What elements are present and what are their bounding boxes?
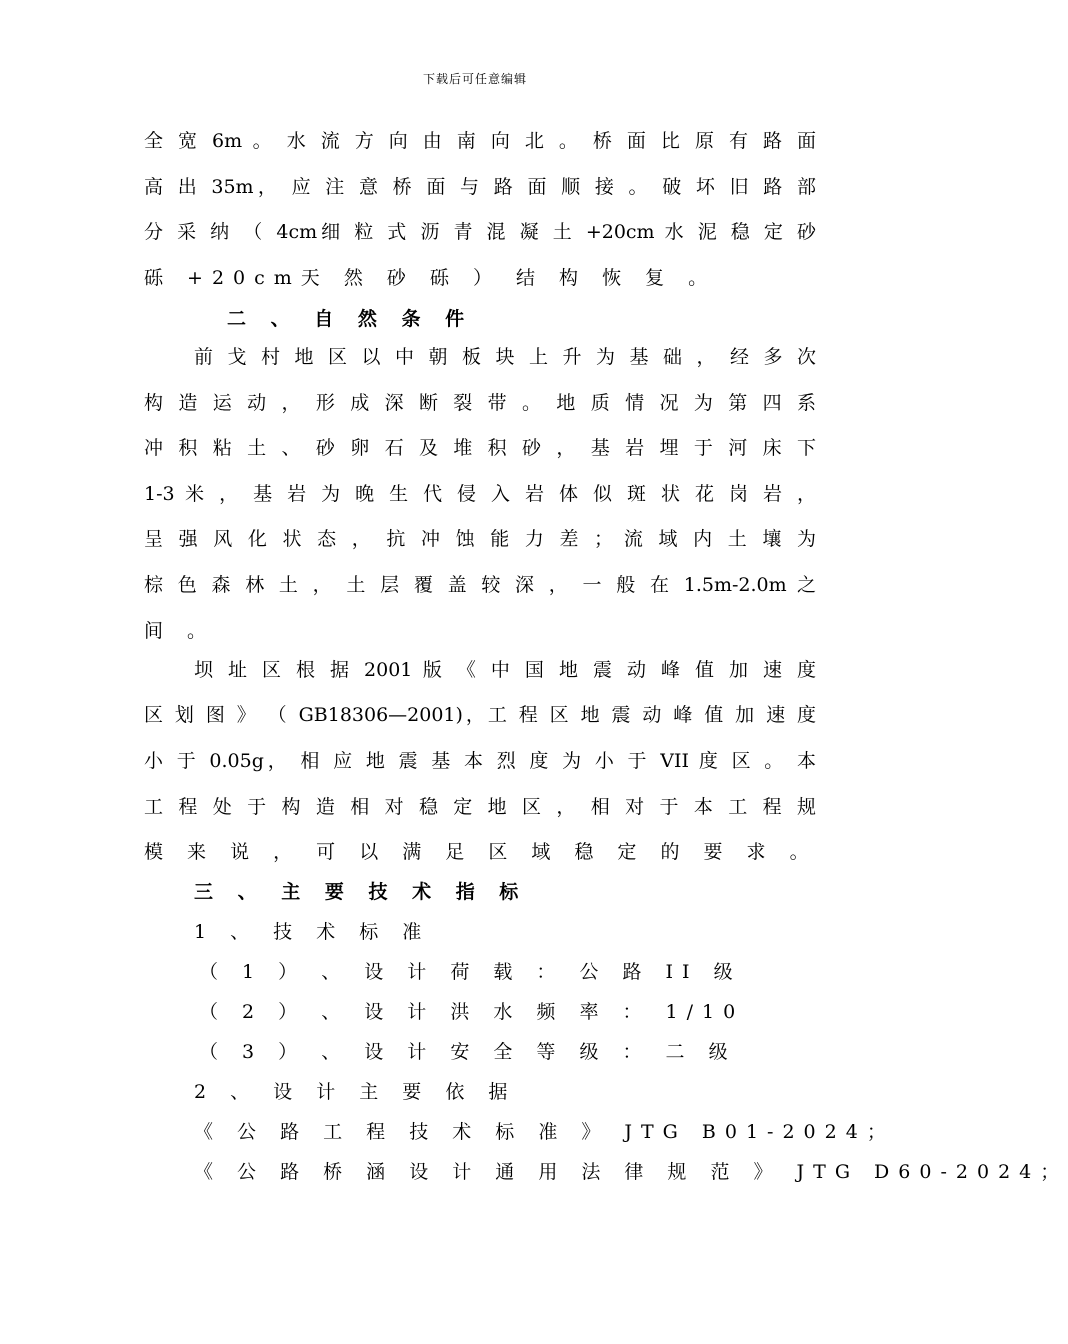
page-header: 下载后可任意编辑 [422,72,527,86]
body-text-line: 呈 强 风 化 状 态 ， 抗 冲 蚀 能 力 差 ； 流 域 内 土 壤 为 [144,528,816,550]
body-text-line: 前 戈 村 地 区 以 中 朝 板 块 上 升 为 基 础 ， 经 多 次 [194,346,816,368]
body-text-line: 坝 址 区 根 据 2001 版 《 中 国 地 震 动 峰 值 加 速 度 [194,659,816,681]
subsection-title: 2 、 设 计 主 要 依 据 [194,1081,517,1103]
reference-item: 《 公 路 桥 涵 设 计 通 用 法 律 规 范 》 JTG D60-2024； [194,1161,1068,1183]
body-text-line: 间 。 [144,620,216,642]
section-heading: 三 、 主 要 技 术 指 标 [194,881,528,903]
spec-item: （ 2 ） 、 设 计 洪 水 频 率 ： 1/10 [199,1001,745,1023]
body-text-line: 棕 色 森 林 土 ， 土 层 覆 盖 较 深 ， 一 般 在 1.5m-2.0m 之 [144,574,816,596]
body-text-line: 工 程 处 于 构 造 相 对 稳 定 地 区 ， 相 对 于 本 工 程 规 [144,796,816,818]
body-text-line: 区 划 图 》 （ GB18306—2001)，工 程 区 地 震 动 峰 值 加 速 度 [144,704,816,726]
body-text-line: 高 出 35m， 应 注 意 桥 面 与 路 面 顺 接 。 破 坏 旧 路 部 [144,176,816,198]
spec-item: （ 1 ） 、 设 计 荷 载 ： 公 路 II 级 [199,961,742,983]
body-text-line: 1-3 米 ， 基 岩 为 晚 生 代 侵 入 岩 体 似 斑 状 花 岗 岩 ， [144,483,816,505]
body-text-line: 分 采 纳 （ 4cm细 粒 式 沥 青 混 凝 土 +20cm 水 泥 稳 定 砂 [144,221,816,243]
reference-item: 《 公 路 工 程 技 术 标 准 》 JTG B01-2024； [194,1121,895,1143]
subsection-title: 1 、 技 术 标 准 [194,921,431,943]
body-text-line: 砾 +20cm天 然 砂 砾 ） 结 构 恢 复 。 [144,267,717,289]
body-text-line: 全 宽 6m 。 水 流 方 向 由 南 向 北 。 桥 面 比 原 有 路 面 [144,130,816,152]
body-text-line: 构 造 运 动 ， 形 成 深 断 裂 带 。 地 质 情 况 为 第 四 系 [144,392,816,414]
body-text-line: 模 来 说 ， 可 以 满 足 区 域 稳 定 的 要 求 。 [144,841,818,863]
spec-item: （ 3 ） 、 设 计 安 全 等 级 ： 二 级 [199,1041,737,1063]
section-heading: 二 、 自 然 条 件 [227,308,474,330]
body-text-line: 冲 积 粘 土 、 砂 卵 石 及 堆 积 砂 ， 基 岩 埋 于 河 床 下 [144,437,816,459]
body-text-line: 小 于 0.05g， 相 应 地 震 基 本 烈 度 为 小 于 VII 度 区 。 本 [144,750,816,772]
